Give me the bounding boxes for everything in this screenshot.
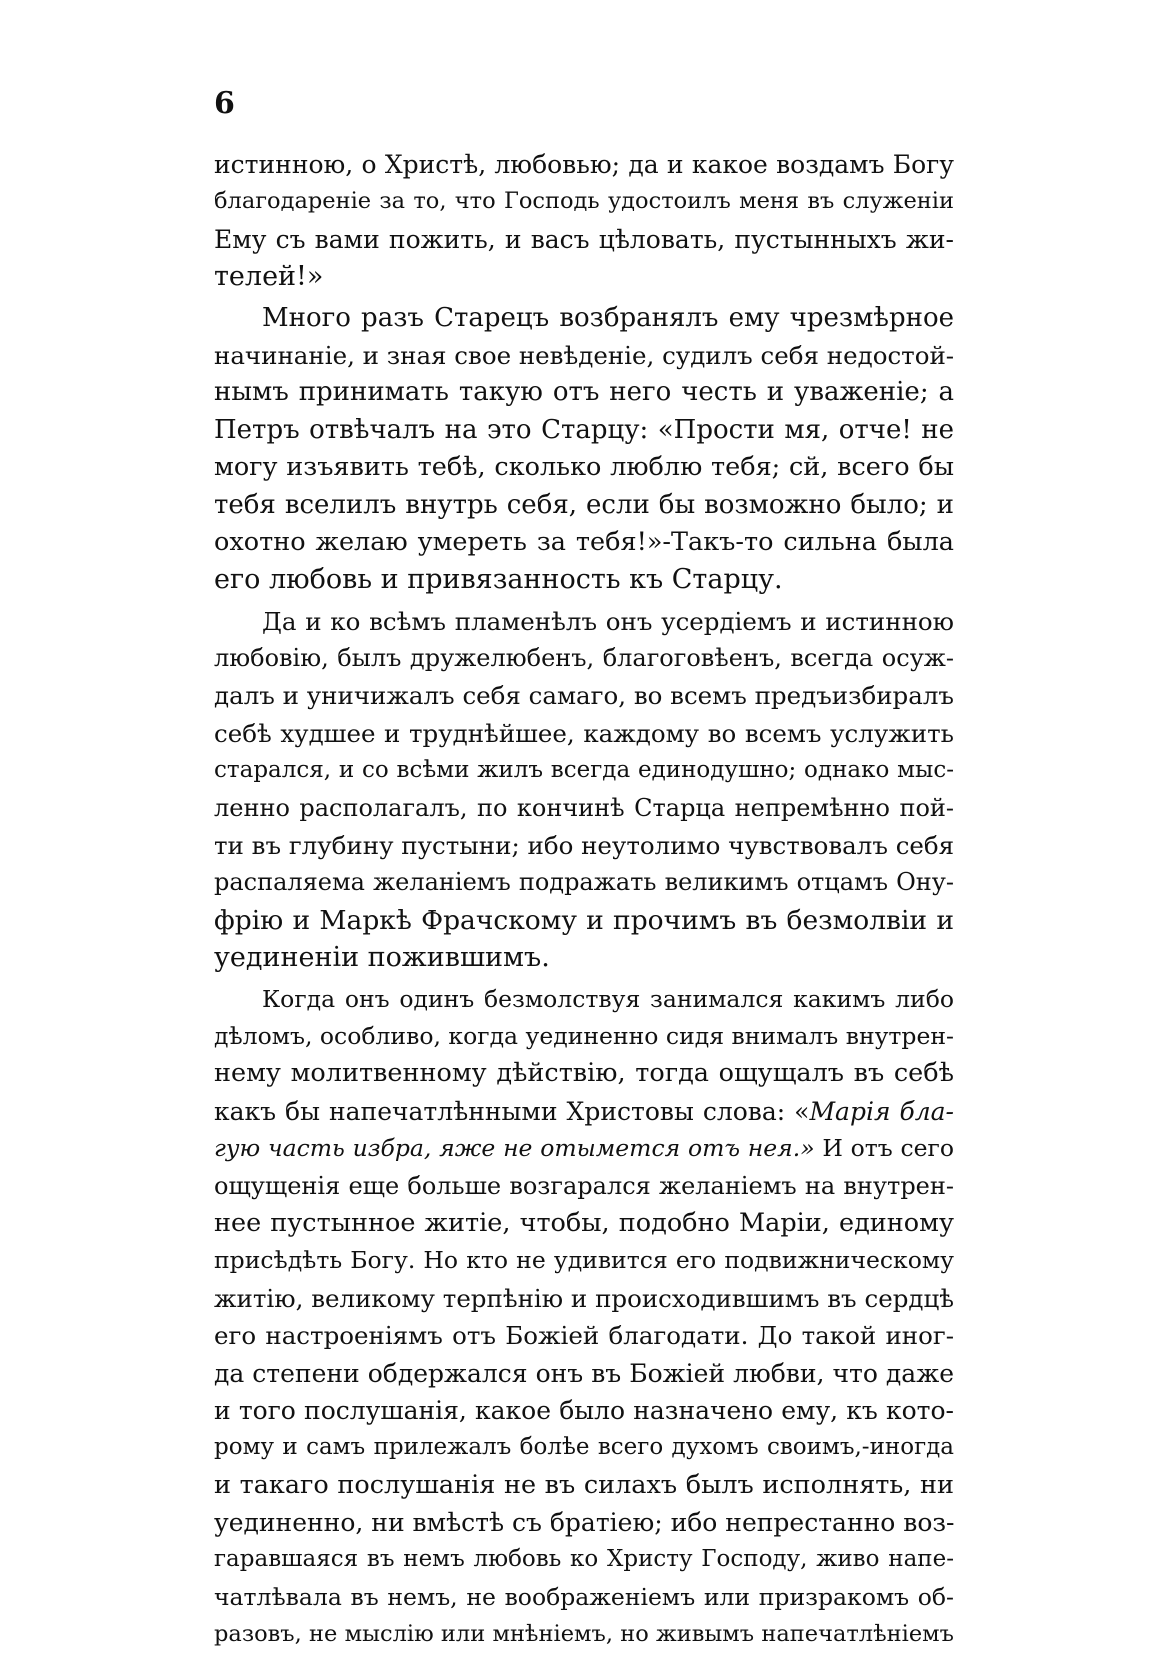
page-number: 6 xyxy=(214,86,235,121)
text-line: истинною, о Христѣ, любовью; да и какое воздамъ Богу xyxy=(214,150,954,179)
text-line: гаравшаяся въ немъ любовь ко Христу Господу, живо напе- xyxy=(214,1546,954,1573)
paragraph-start-line: Когда онъ одинъ безмолствуя занимался какимъ либо xyxy=(262,984,954,1013)
text-line: Ему съ вами пожить, и васъ цѣловать, пустынныхъ жи- xyxy=(214,224,954,254)
text-line: его настроеніямъ отъ Божіей благодати. До такой иног- xyxy=(214,1321,954,1351)
text-line: рому и самъ прилежалъ болѣе всего духомъ своимъ,-иногда xyxy=(214,1434,954,1461)
text-line: уединенно, ни вмѣстѣ съ братіею; ибо непрестанно воз- xyxy=(214,1508,954,1538)
italic-quote: гую часть избра, яже не отымется отъ нея.» xyxy=(214,1134,815,1163)
text-line: любовію, былъ дружелюбенъ, благоговѣенъ, всегда осуж- xyxy=(214,644,954,673)
text-line: могу изъявить тебѣ, сколько люблю тебя; сй, всего бы xyxy=(214,452,954,483)
paragraph-start-line: Да и ко всѣмъ пламенѣлъ онъ усердіемъ и истинною xyxy=(262,606,954,636)
text-line: разовъ, не мыслію или мнѣніемъ, но живымъ напечатлѣніемъ xyxy=(214,1621,954,1648)
text-line xyxy=(214,1093,954,1130)
text-line: нему молитвенному дѣйствію, тогда ощущалъ въ себѣ xyxy=(214,1058,954,1089)
text-line: старался, и со всѣми жилъ всегда единодушно; однако мыс- xyxy=(214,757,954,784)
text-line: начинаніе, и зная свое невѣденіе, судилъ себя недостой- xyxy=(214,340,954,370)
text-line: благодареніе за то, что Господь удостоилъ меня въ служеніи xyxy=(214,188,954,215)
text-line: телей!» xyxy=(214,261,324,293)
text-segment: И отъ сего xyxy=(814,1134,954,1163)
body-text xyxy=(214,146,954,1654)
text-line: тебя вселилъ внутрь себя, если бы возможно было; и xyxy=(214,489,954,520)
text-line: фрію и Маркѣ Фрачскому и прочимъ въ безмолвіи и xyxy=(214,904,954,936)
text-line: и такаго послушанія не въ силахъ былъ исполнять, ни xyxy=(214,1469,954,1500)
text-line: далъ и уничижалъ себя самаго, во всемъ предъизбиралъ xyxy=(214,681,954,711)
paragraph-start-line: Много разъ Старецъ возбранялъ ему чрезмѣрное xyxy=(262,302,954,333)
text-line: да степени обдержался онъ въ Божіей любви, что даже xyxy=(214,1358,954,1388)
text-line: дѣломъ, особливо, когда уединенно сидя внималъ внутрен- xyxy=(214,1021,954,1050)
text-line: ленно располагалъ, по кончинѣ Старца непремѣнно пой- xyxy=(214,793,954,822)
text-line: его любовь и привязанность къ Старцу. xyxy=(214,564,783,596)
text-line: охотно желаю умереть за тебя!»-Такъ-то сильна была xyxy=(214,526,954,557)
text-segment: какъ бы напечатлѣнными Христовы слова: « xyxy=(214,1096,810,1126)
text-line: чатлѣвала въ немъ, не воображеніемъ или призракомъ об- xyxy=(214,1582,954,1611)
text-line xyxy=(214,1130,954,1167)
text-line: и того послушанія, какое было назначено ему, къ кото- xyxy=(214,1395,954,1425)
text-line: ощущенія еще больше возгарался желаніемъ на внутрен- xyxy=(214,1171,954,1200)
text-line: ти въ глубину пустыни; ибо неутолимо чувствовалъ себя xyxy=(214,831,954,861)
text-line: себѣ худшее и труднѣйшее, каждому во всемъ услужить xyxy=(214,718,954,748)
text-line: нымъ принимать такую отъ него честь и уваженіе; а xyxy=(214,377,954,408)
text-line: уединеніи пожившимъ. xyxy=(214,942,550,974)
text-line: житію, великому терпѣнію и происходившимъ въ сердцѣ xyxy=(214,1283,954,1313)
text-line: Петръ отвѣчалъ на это Старцу: «Прости мя, отче! не xyxy=(214,414,954,445)
italic-quote: Марія бла- xyxy=(809,1096,954,1126)
text-line: нее пустынное житіе, чтобы, подобно Маріи, единому xyxy=(214,1207,954,1238)
text-line: присѣдѣть Богу. Но кто не удивится его подвижническому xyxy=(214,1246,954,1275)
text-line: распаляема желаніемъ подражать великимъ отцамъ Ону- xyxy=(214,868,954,897)
